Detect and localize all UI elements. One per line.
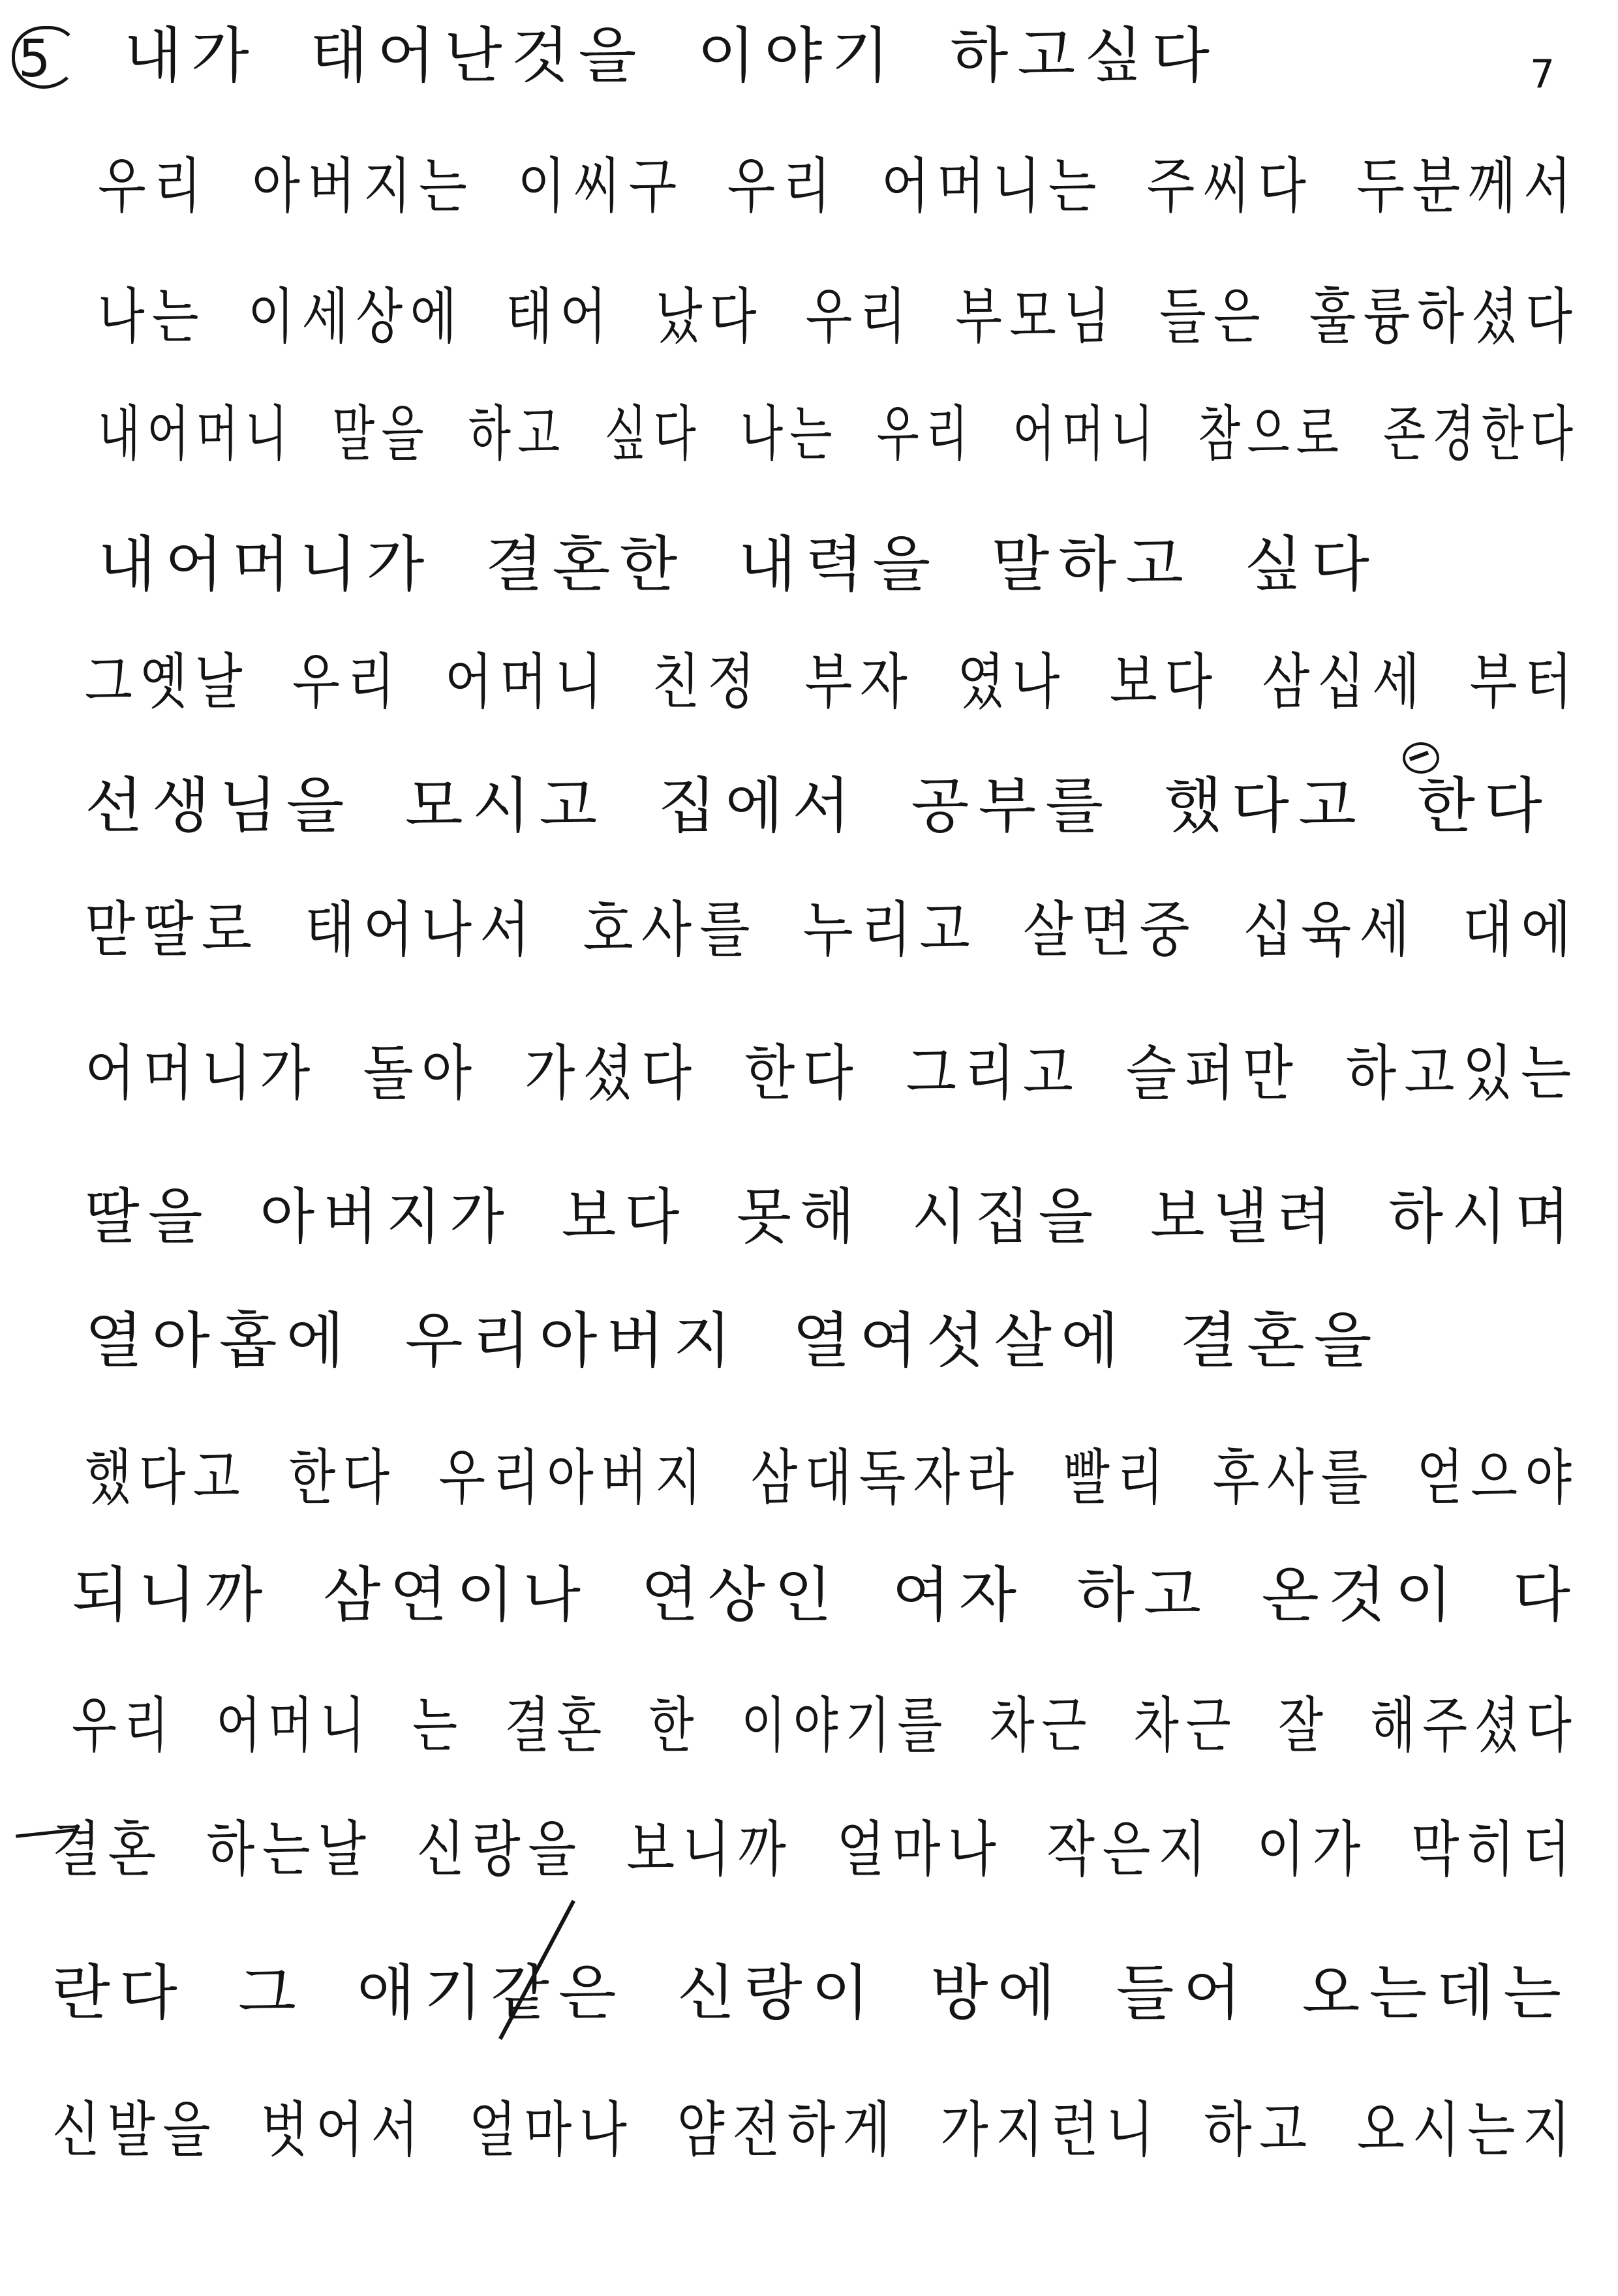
text-line-6: 그옛날 우리 어머니 친정 부자 였나 보다 삼십세 부터 <box>85 647 1580 717</box>
text-line-13: 되니까 삼연이나 연상인 여자 하고 온것이 다 <box>72 1560 1580 1630</box>
text-line-5: 내어머니가 결혼한 내력을 말하고 싶다 <box>98 530 1379 599</box>
text-line-4: 내어머니 말을 하고 싶다 나는 우리 어머니 참으로 존경한다 <box>98 399 1580 469</box>
text-line-9: 어머니가 돌아 가셨다 한다 그리고 슬퍼만 하고있는 <box>85 1038 1580 1108</box>
text-line-3: 나는 이세상에 태어 났다 우리 부모님 들은 훌륭하셨다 <box>98 282 1580 352</box>
text-line-2: 우리 아버지는 이씨구 우리 어머니는 주씨다 두분께서 <box>98 151 1580 221</box>
text-line-17: 신발을 벗어서 얼마나 얌전하게 가지런니 하고 오시는지 <box>52 2095 1578 2165</box>
text-line-14: 우리 어머니 는 결혼 한 이야기를 차근 차근 잘 해주셨다 <box>72 1691 1579 1760</box>
entry-number: 5 <box>18 30 51 89</box>
text-line-12: 했다고 한다 우리아버지 삼대독자라 빨리 후사를 얻으야 <box>85 1443 1580 1513</box>
text-line-8: 맏딸로 태어나서 호사를 누리고 살면중 십육세 대에 <box>85 895 1580 965</box>
text-line-7: 선생님을 모시고 집에서 공부를 했다고 한다 <box>85 771 1551 841</box>
text-line-15: 결혼 하는날 신랑을 보니까 얼마나 작은지 이가 막히더 <box>52 1815 1578 1884</box>
corner-mark: 7 <box>1530 52 1555 97</box>
text-line-10: 딸을 아버지가 보다 못해 시집을 보낼려 하시며 <box>85 1182 1579 1252</box>
text-line-16: 란다 그 애기같은 신랑이 방에 들어 오는데는 <box>52 1958 1571 2028</box>
ink-scribble <box>1403 742 1439 774</box>
text-line-11: 열아홉에 우리아버지 열여섯살에 결혼을 <box>85 1306 1381 1376</box>
text-line-1: 내가 태어난것을 이야기 하고싶다 <box>124 21 1219 91</box>
